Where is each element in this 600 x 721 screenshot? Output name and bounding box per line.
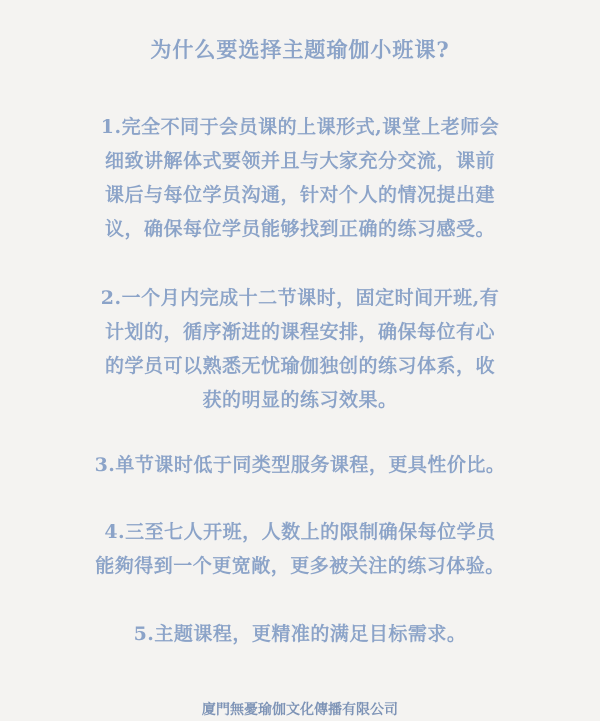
point-1-line: 课后与每位学员沟通，针对个人的情况提出建 [104,184,495,206]
point-1 [0,110,600,246]
company-name: 廈門無憂瑜伽文化傳播有限公司 [202,702,398,718]
point-2-line: 计划的，循序渐进的课程安排，确保每位有心 [104,321,495,343]
point-5-line: 5.主题课程，更精准的满足目标需求。 [133,623,467,645]
point-2-line: 获的明显的练习效果。 [202,389,398,411]
point-5 [0,617,600,651]
point-4 [0,515,600,583]
point-3 [0,448,600,482]
point-3-line: 3.单节课时低于同类型服务课程，更具性价比。 [94,454,506,476]
point-2-line: 的学员可以熟悉无忧瑜伽独创的练习体系，收 [104,355,495,377]
point-4-line: 4.三至七人开班，人数上的限制确保每位学员 [104,521,496,543]
page-title: 为什么要选择主题瑜伽小班课? [150,37,450,62]
point-1-line: 细致讲解体式要领并且与大家充分交流，课前 [104,150,495,172]
point-2 [0,281,600,417]
point-2-line: 2.一个月内完成十二节课时，固定时间开班,有 [100,287,500,309]
point-1-line: 议，确保每位学员能够找到正确的练习感受。 [104,218,495,240]
point-4-line: 能夠得到一个更宽敞，更多被关注的练习体验。 [95,555,505,577]
point-1-line: 1.完全不同于会员课的上课形式,课堂上老师会 [100,116,500,138]
